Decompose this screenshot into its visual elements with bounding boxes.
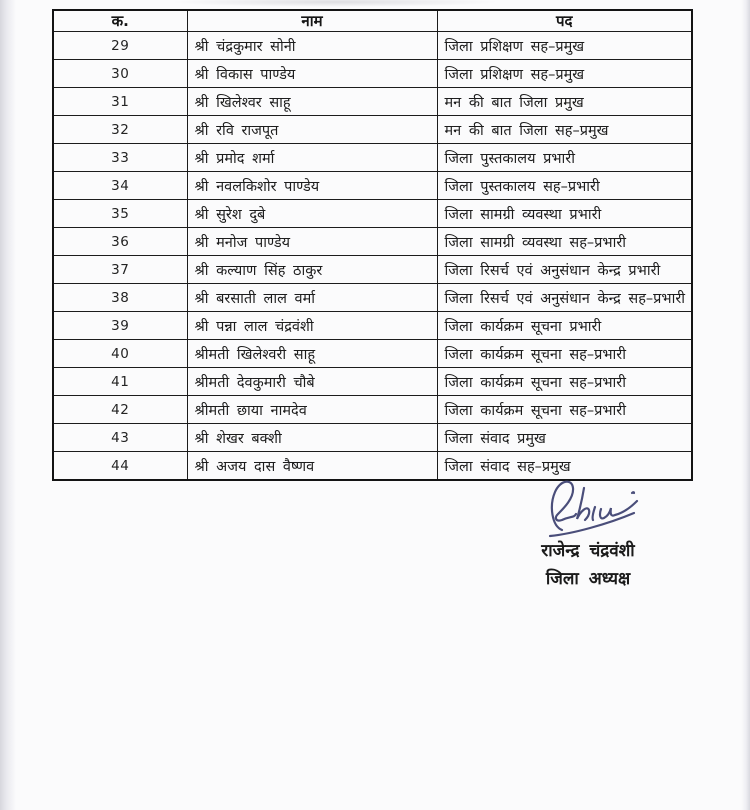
table-row [53,200,692,228]
appointment-table [52,9,693,481]
cell-post: जिला कार्यक्रम सूचना सह–प्रभारी [437,368,692,396]
cell-serial: 44 [53,452,187,481]
table-row [53,88,692,116]
table-row [53,424,692,452]
table-row [53,116,692,144]
cell-name: श्रीमती देवकुमारी चौबे [187,368,437,396]
table-row [53,396,692,424]
table-row [53,256,692,284]
cell-name: श्री विकास पाण्डेय [187,60,437,88]
table-row [53,340,692,368]
table-header-row [53,10,692,32]
cell-name: श्री मनोज पाण्डेय [187,228,437,256]
cell-serial: 43 [53,424,187,452]
cell-serial: 38 [53,284,187,312]
column-header-serial: क. [53,10,187,32]
cell-post: जिला कार्यक्रम सूचना सह–प्रभारी [437,340,692,368]
cell-post: मन की बात जिला प्रमुख [437,88,692,116]
cell-name: श्री रवि राजपूत [187,116,437,144]
cell-serial: 37 [53,256,187,284]
cell-name: श्री प्रमोद शर्मा [187,144,437,172]
cell-post: जिला रिसर्च एवं अनुसंधान केन्द्र सह–प्रभारी [437,284,692,312]
cell-post: जिला कार्यक्रम सूचना सह–प्रभारी [437,396,692,424]
cell-serial: 34 [53,172,187,200]
cell-post: जिला सामग्री व्यवस्था सह–प्रभारी [437,228,692,256]
table-row [53,312,692,340]
cell-post: जिला रिसर्च एवं अनुसंधान केन्द्र प्रभारी [437,256,692,284]
cell-name: श्री चंद्रकुमार सोनी [187,32,437,60]
cell-name: श्रीमती खिलेश्वरी साहू [187,340,437,368]
cell-serial: 39 [53,312,187,340]
table-row [53,172,692,200]
signatory-name: राजेन्द्र चंद्रवंशी [541,541,635,561]
cell-name: श्री सुरेश दुबे [187,200,437,228]
cell-post: जिला संवाद प्रमुख [437,424,692,452]
cell-name: श्री नवलकिशोर पाण्डेय [187,172,437,200]
cell-serial: 29 [53,32,187,60]
column-header-name: नाम [187,10,437,32]
cell-serial: 30 [53,60,187,88]
cell-name: श्रीमती छाया नामदेव [187,396,437,424]
page-edge-shadow-left [0,0,16,810]
table-row [53,144,692,172]
cell-name: श्री शेखर बक्शी [187,424,437,452]
page-edge-shadow-right [741,0,750,810]
table-row [53,228,692,256]
cell-name: श्री पन्ना लाल चंद्रवंशी [187,312,437,340]
cell-name: श्री कल्याण सिंह ठाकुर [187,256,437,284]
handwritten-signature [546,476,658,540]
table-body [53,32,692,481]
cell-post: जिला पुस्तकालय सह–प्रभारी [437,172,692,200]
table-row [53,32,692,60]
scan-smudge [170,0,500,7]
table-row [53,284,692,312]
cell-post: जिला कार्यक्रम सूचना प्रभारी [437,312,692,340]
signatory-title: जिला अध्यक्ष [545,569,631,589]
cell-serial: 32 [53,116,187,144]
cell-serial: 31 [53,88,187,116]
cell-post: मन की बात जिला सह–प्रमुख [437,116,692,144]
cell-name: श्री खिलेश्वर साहू [187,88,437,116]
cell-name: श्री बरसाती लाल वर्मा [187,284,437,312]
cell-serial: 40 [53,340,187,368]
cell-serial: 35 [53,200,187,228]
table-row [53,368,692,396]
column-header-post: पद [437,10,692,32]
cell-serial: 36 [53,228,187,256]
cell-serial: 33 [53,144,187,172]
cell-post: जिला प्रशिक्षण सह–प्रमुख [437,32,692,60]
cell-name: श्री अजय दास वैष्णव [187,452,437,481]
cell-post: जिला संवाद सह–प्रमुख [437,452,692,481]
cell-post: जिला प्रशिक्षण सह–प्रमुख [437,60,692,88]
cell-serial: 42 [53,396,187,424]
cell-serial: 41 [53,368,187,396]
cell-post: जिला सामग्री व्यवस्था प्रभारी [437,200,692,228]
cell-post: जिला पुस्तकालय प्रभारी [437,144,692,172]
table-row [53,60,692,88]
